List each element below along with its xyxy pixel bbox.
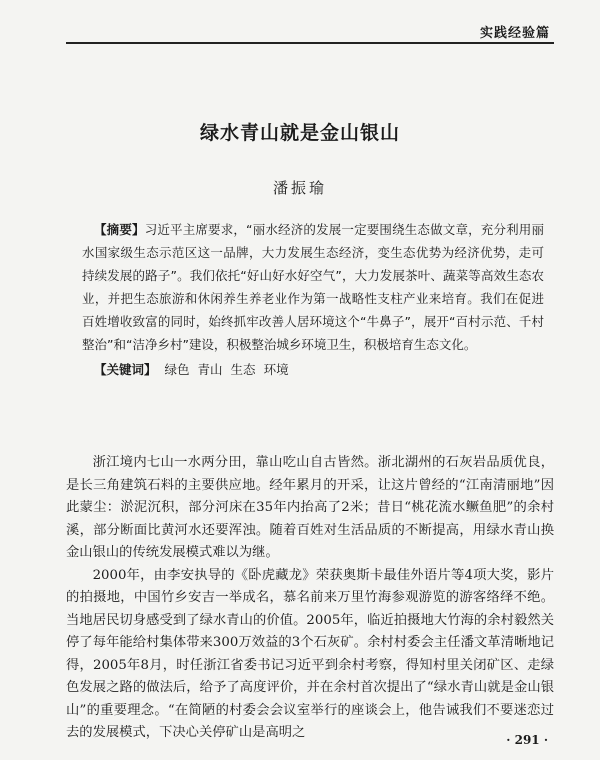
body-text (66, 452, 554, 745)
page-number: · 291 · (506, 733, 548, 747)
keyword: 绿色 (164, 362, 190, 377)
body-paragraph: 浙江境内七山一水两分田，靠山吃山自古皆然。浙北湖州的石灰岩品质优良，是长三角建筑石料的主要供应地。经年累月的开采，让这片曾经的“江南清丽地”因此蒙尘：淤泥沉积，部分河床在35年内抬高了2米；昔日“桃花流水鳜鱼肥”的余村溪，部分断面比黄河水还要浑浊。随着百姓对生活品质的不断提高，用绿水青山换金山银山的传统发展模式难以为继。 (66, 455, 554, 560)
abstract-paragraph (82, 218, 544, 356)
abstract-text: 习近平主席要求，“丽水经济的发展一定要围绕生态做文章，充分利用丽水国家级生态示范区这一品牌，大力发展生态经济，变生态优势为经济优势，走可持续发展的路子”。我们依托“好山好水好空气”，大力发展茶叶、蔬菜等高效生态农业，并把生态旅游和休闲养生养老业作为第一战略性支柱产业来培育。我们在促进百姓增收致富的同时，始终抓牢改善人居环境这个“牛鼻子”，展开“百村示范、千村整治”和“洁净乡村”建设，积极整治城乡环境卫生，积极培育生态文化。 (82, 222, 544, 352)
section-label: 实践经验篇 (479, 26, 550, 41)
keywords-line (82, 358, 544, 381)
article-title: 绿水青山就是金山银山 (199, 122, 400, 144)
keyword: 环境 (263, 362, 289, 377)
keywords-label: 【关键词】 (94, 362, 157, 377)
header-rule (66, 42, 554, 44)
article-author: 潘振瑜 (272, 179, 327, 197)
keyword: 青山 (197, 362, 223, 377)
body-paragraph: 2000年，由李安执导的《卧虎藏龙》荣获奥斯卡最佳外语片等4项大奖，影片的拍摄地，中国竹乡安吉一举成名，慕名前来万里竹海参观游览的游客络绎不绝。当地居民切身感受到了绿水青山的价值。2005年，临近拍摄地大竹海的余村毅然关停了每年能给村集体带来300万效益的3个石灰矿。余村村委会主任潘文革清晰地记得，2005年8月，时任浙江省委书记习近平到余村考察，得知村里关闭矿区、走绿色发展之路的做法后，给予了高度评价，并在余村首次提出了“绿水青山就是金山银山”的重要理念。“在简陋的村委会会议室举行的座谈会上，他告诫我们不要迷恋过去的发展模式，下决心关停矿山是高明之 (66, 567, 554, 740)
keyword: 生态 (230, 362, 256, 377)
abstract-label: 【摘要】 (94, 222, 145, 237)
abstract-block (82, 218, 544, 381)
